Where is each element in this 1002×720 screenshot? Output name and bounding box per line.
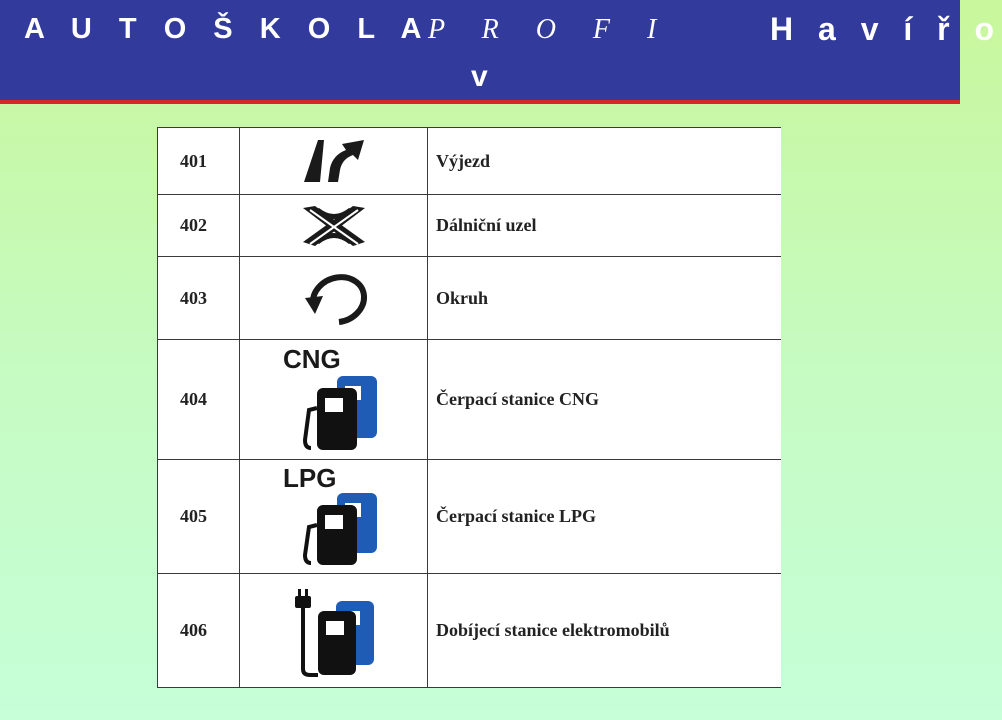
pump-label: CNG [282,343,341,374]
sign-code: 401 [158,128,240,195]
exit-icon [240,128,428,195]
table-row [158,195,782,257]
header-title-wrap: v [471,60,488,93]
sign-table [157,127,781,688]
slide-header [0,0,1002,104]
sign-name: Výjezd [428,128,782,195]
header-title-right: H a v í ř o [770,11,1002,47]
cng-fuel-pump-icon [240,340,428,460]
sign-code: 404 [158,340,240,460]
sign-code: 406 [158,574,240,688]
sign-code: 402 [158,195,240,257]
motorway-junction-icon [240,195,428,257]
lpg-fuel-pump-icon [240,460,428,574]
ev-charging-station-icon [240,574,428,688]
sign-code: 403 [158,257,240,340]
table-row [158,340,782,460]
ring-road-icon [240,257,428,340]
table-row [158,128,782,195]
pump-label: LPG [282,462,336,493]
sign-name: Okruh [428,257,782,340]
sign-name: Čerpací stanice CNG [428,340,782,460]
table-row [158,257,782,340]
sign-code: 405 [158,460,240,574]
header-title-middle: P R O F I [428,14,672,45]
sign-name: Dobíjecí stanice elektromobilů [428,574,782,688]
header-title-left: A U T O Š K O L A [24,13,431,45]
table-row [158,574,782,688]
table-row [158,460,782,574]
sign-name: Dálniční uzel [428,195,782,257]
sign-name: Čerpací stanice LPG [428,460,782,574]
